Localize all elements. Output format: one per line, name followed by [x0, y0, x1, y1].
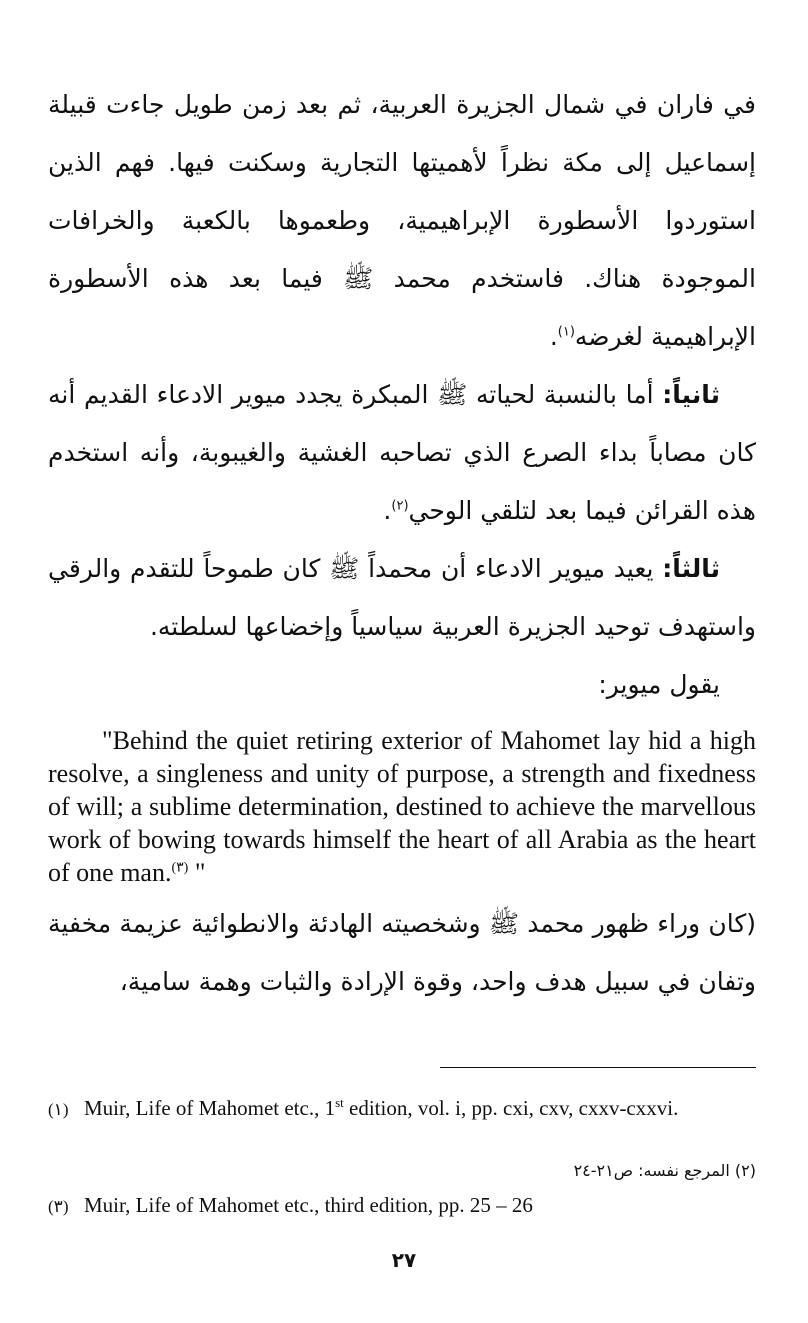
english-quote-end: " — [188, 858, 206, 887]
footnote-1-number: (١) — [48, 1100, 69, 1119]
paragraph-3-text: يعيد ميوير الادعاء أن محمداً ﷺ كان طموحاً للتقدم والرقي واستهدف توحيد الجزيرة العربية سياسياً وإخضاعها لسلطته. — [48, 554, 756, 641]
paragraph-2-text: أما بالنسبة لحياته ﷺ المبكرة يجدد ميوير الادعاء القديم أنه كان مصاباً بداء الصرع الذي تصاحبه الغشية والغيبوبة، وأنه استخدم هذه القرائن فيما بعد لتلقي الوحي — [48, 380, 756, 525]
footnote-ref-1: (١) — [557, 324, 575, 340]
footnote-3 — [48, 1190, 756, 1222]
main-text — [48, 76, 756, 1011]
footnote-2: (٢) المرجع نفسه: ص٢١-٢٤ — [573, 1161, 756, 1180]
paragraph-1 — [48, 76, 756, 366]
paragraph-2-end: . — [383, 496, 392, 525]
footnote-divider — [440, 1067, 756, 1068]
paragraph-1-end: . — [549, 322, 558, 351]
paragraph-1-text: في فاران في شمال الجزيرة العربية، ثم بعد زمن طويل جاءت قبيلة إسماعيل إلى مكة نظراً لأهميتها التجارية وسكنت فيها. فهم الذين استوردوا الأسطورة الإبراهيمية، وطعموها بالكعبة والخرافات الموجودة هناك. فاستخدم محمد ﷺ فيما بعد هذه الأسطورة الإبراهيمية لغرضه — [48, 90, 756, 351]
footnote-1 — [48, 1088, 756, 1125]
footnote-1-text-a: Muir, Life of Mahomet etc., 1 — [84, 1096, 336, 1120]
footnote-ref-2: (٢) — [391, 498, 409, 514]
point-three-heading: ثالثاً: — [662, 554, 720, 583]
footnote-1-text-b: edition, vol. i, pp. cxi, cxv, cxxv-cxxvi. — [343, 1096, 679, 1120]
english-quote — [48, 724, 756, 889]
arabic-quote-translation: (كان وراء ظهور محمد ﷺ وشخصيته الهادئة والانطوائية عزيمة مخفية وتفان في سبيل هدف واحد، وقوة الإرادة والثبات وهمة سامية، — [48, 909, 756, 996]
paragraph-2 — [48, 366, 756, 540]
point-two-heading: ثانياً: — [662, 380, 720, 409]
footnote-3-text: Muir, Life of Mahomet etc., third edition, pp. 25 – 26 — [84, 1193, 533, 1217]
footnote-ref-3: (٣) — [171, 860, 189, 876]
footnote-1-sup: st — [335, 1095, 344, 1110]
footnote-3-number: (٣) — [48, 1197, 69, 1216]
paragraph-3 — [48, 540, 756, 656]
page-number: ٢٧ — [391, 1248, 417, 1272]
paragraph-4: يقول ميوير: — [598, 670, 720, 699]
english-quote-text: "Behind the quiet retiring exterior of Mahomet lay hid a high resolve, a singleness and unity of purpose, a strength and fixedness of will; a sublime determination, destined to achieve the marvellous work of bowing towards himself the heart of all Arabia as the heart of one man. — [48, 726, 756, 887]
